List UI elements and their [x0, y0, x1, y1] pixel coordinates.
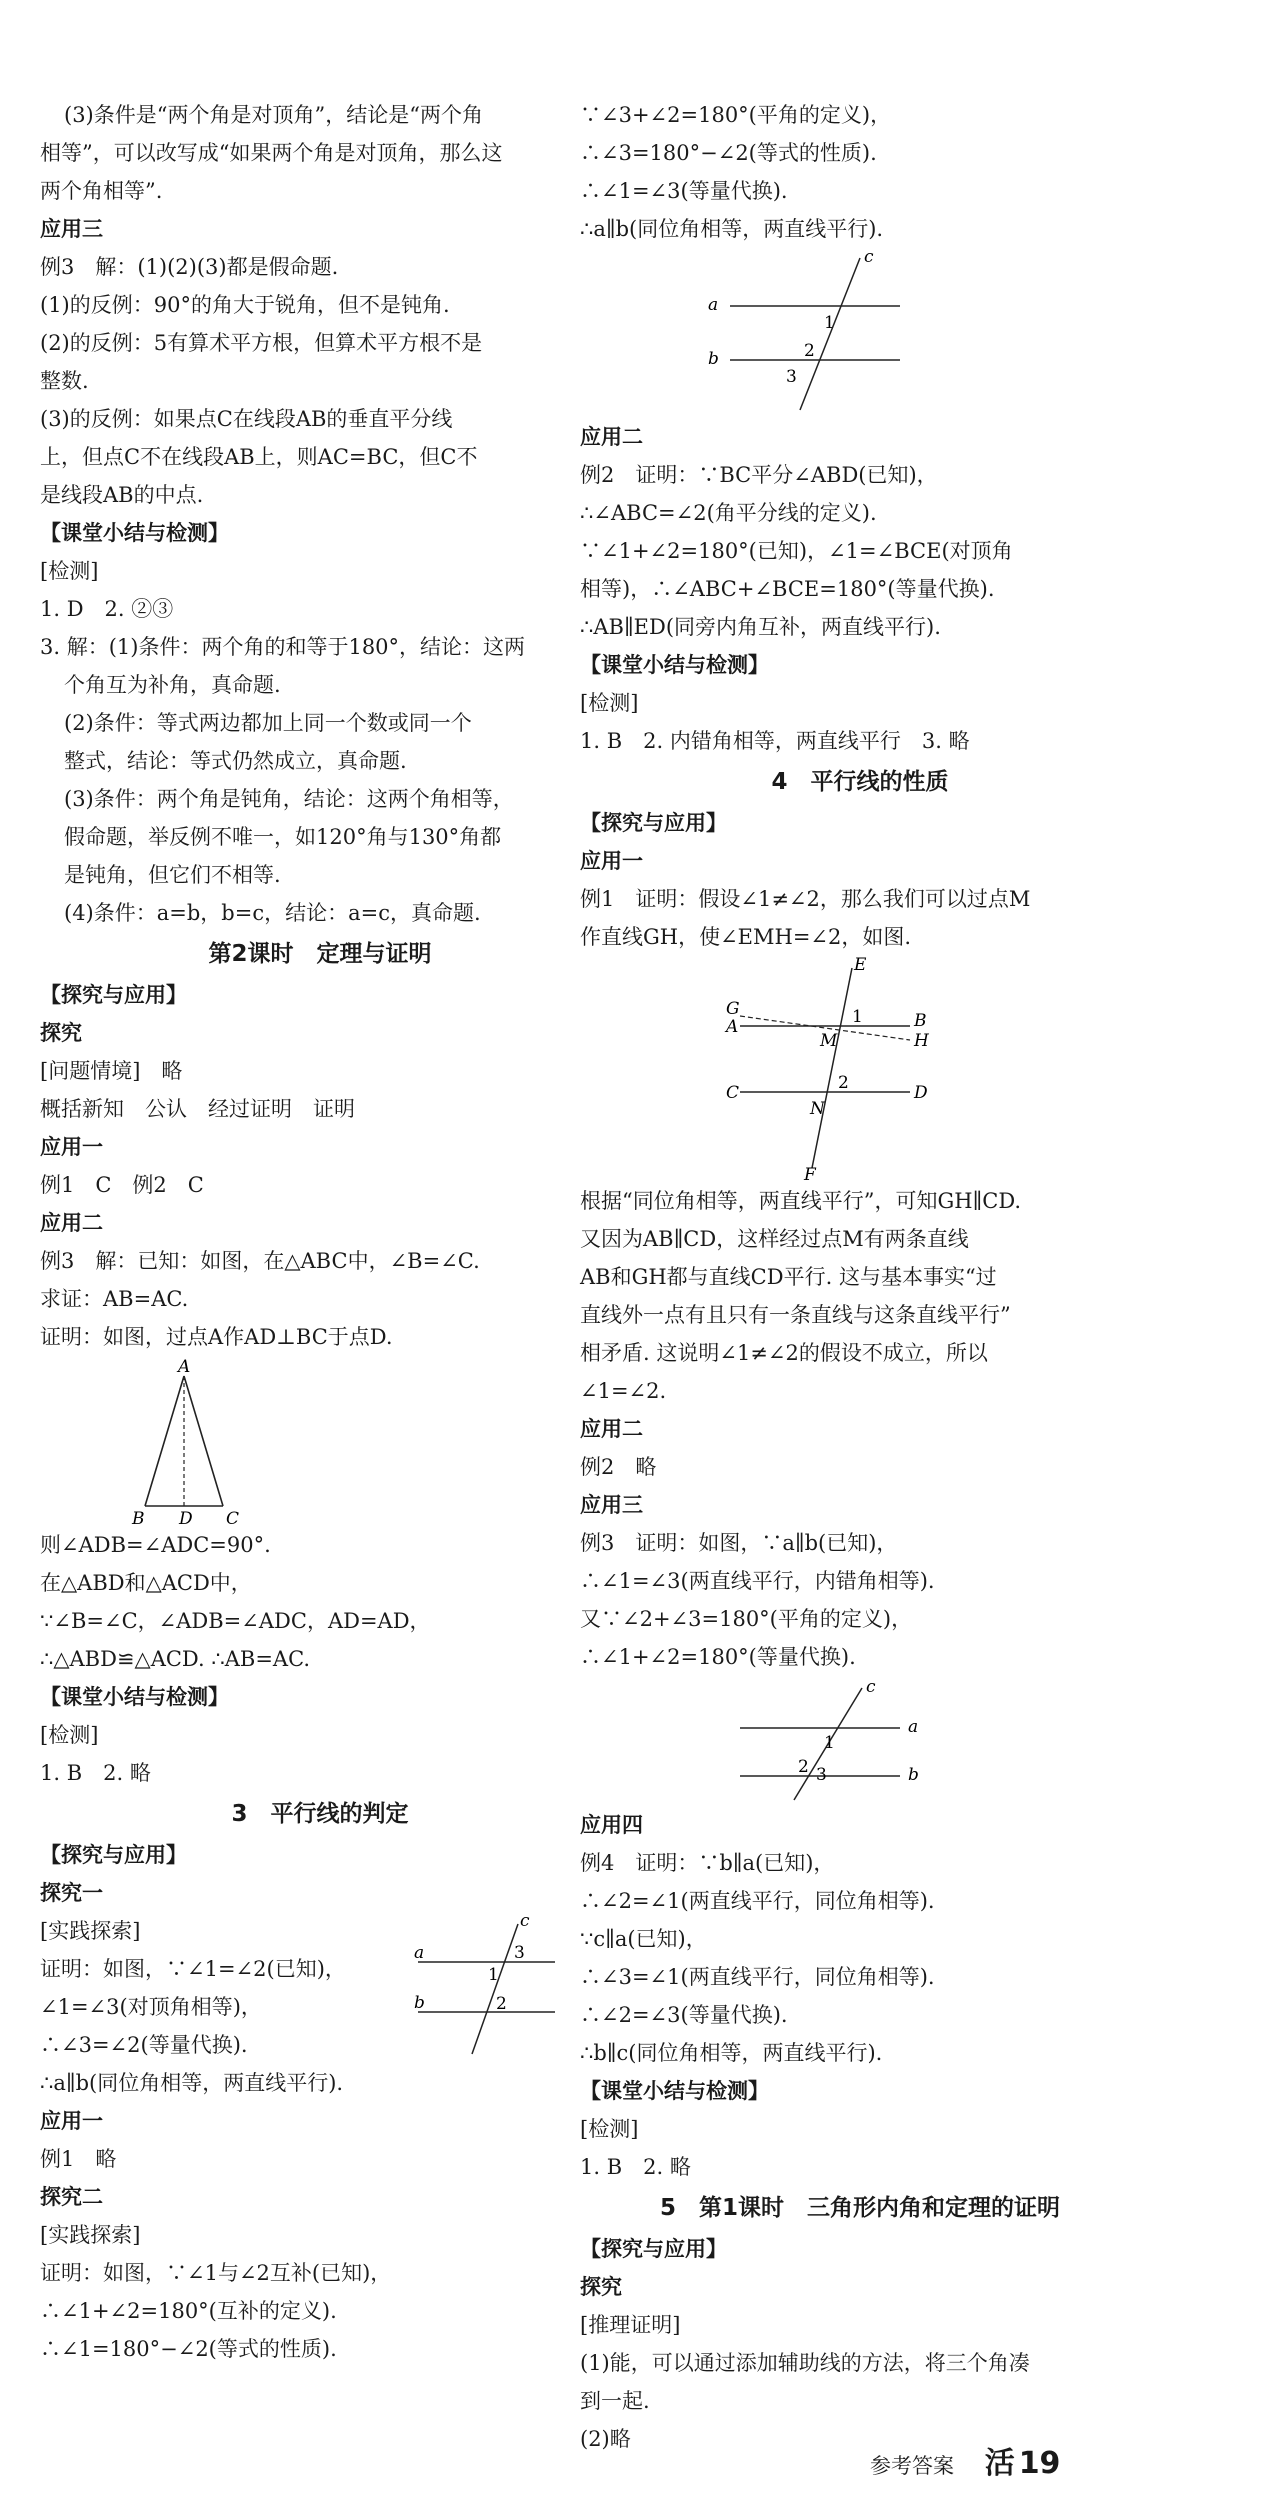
text-line: 证明：如图，∵∠1=∠2(已知)， — [40, 1957, 346, 1981]
text-line: 1. B 2. 内错角相等，两直线平行 3. 略 — [580, 729, 970, 753]
section-title-4: 4 平行线的性质 — [771, 769, 949, 795]
right-block-5 — [580, 1806, 1140, 2186]
left-block-3 — [40, 1526, 600, 1792]
text-line: 例4 证明：∵b∥a(已知)， — [580, 1851, 835, 1875]
text-line: 例3 解：(1)(2)(3)都是假命题. — [40, 255, 339, 279]
angle-2: 2 — [838, 1073, 849, 1093]
text-line: 例2 略 — [580, 1455, 657, 1479]
text-line: 【课堂小结与检测】 — [40, 1685, 229, 1709]
text-line: [检测] — [580, 691, 639, 715]
label-F: F — [804, 1165, 816, 1182]
text-line: 相等)，∴∠ABC+∠BCE=180°(等量代换). — [580, 577, 995, 601]
angle-3: 3 — [514, 1943, 525, 1963]
text-line: 应用一 — [580, 849, 643, 873]
text-line: 又∵∠2+∠3=180°(平角的定义)， — [580, 1607, 913, 1631]
label-H: H — [914, 1031, 929, 1051]
triangle-diagram — [40, 1356, 600, 1526]
label-C: C — [226, 1509, 240, 1526]
label-D: D — [914, 1083, 928, 1103]
text-line: 个角互为补角，真命题. — [64, 673, 281, 697]
label-c: c — [866, 1677, 876, 1697]
angle-1: 1 — [824, 313, 835, 333]
angle-3: 3 — [786, 367, 797, 387]
text-line: 【探究与应用】 — [40, 983, 187, 1007]
text-line: 应用一 — [40, 2109, 103, 2133]
text-line: 直线外一点有且只有一条直线与这条直线平行” — [580, 1303, 1011, 1327]
label-a: a — [708, 295, 719, 315]
text-line: ∠1=∠2. — [580, 1379, 667, 1403]
text-line: AB和GH都与直线CD平行. 这与基本事实“过 — [580, 1265, 997, 1289]
right-column — [580, 96, 1140, 2458]
section-title-lesson2: 第2课时 定理与证明 — [208, 941, 432, 967]
parallel-figure-4 — [580, 1676, 1140, 1806]
footer-label: 参考答案 — [870, 2454, 954, 2478]
text-line: 则∠ADB=∠ADC=90°. — [40, 1533, 271, 1557]
angle-1: 1 — [824, 1733, 835, 1753]
text-line: ∴a∥b(同位角相等，两直线平行). — [580, 217, 884, 241]
text-line: ∴b∥c(同位角相等，两直线平行). — [580, 2041, 883, 2065]
text-line: 到一起. — [580, 2389, 650, 2413]
text-line: ∴∠1=180°−∠2(等式的性质). — [40, 2337, 337, 2361]
label-A: A — [178, 1357, 191, 1377]
text-line: 应用四 — [580, 1813, 643, 1837]
label-b: b — [414, 1993, 425, 2013]
text-line: 概括新知 公认 经过证明 证明 — [40, 1097, 355, 1121]
text-line: 相等”，可以改写成“如果两个角是对顶角，那么这 — [40, 141, 503, 165]
text-line: 1. B 2. 略 — [580, 2155, 691, 2179]
text-line: (4)条件：a=b，b=c，结论：a=c，真命题. — [64, 901, 481, 925]
label-D: D — [179, 1509, 193, 1526]
text-line: ∵∠1+∠2=180°(已知)，∠1=∠BCE(对顶角 — [580, 539, 1013, 563]
text-line: ∴∠ABC=∠2(角平分线的定义). — [580, 501, 877, 525]
text-line: 求证：AB=AC. — [40, 1287, 189, 1311]
parallel-diagram-2 — [580, 248, 1140, 418]
text-line: 【探究与应用】 — [580, 2237, 727, 2261]
right-block-1 — [580, 96, 1140, 248]
text-line: 1. B 2. 略 — [40, 1761, 151, 1785]
text-line: (3)条件是“两个角是对顶角”，结论是“两个角 — [64, 103, 483, 127]
text-line: 【课堂小结与检测】 — [40, 521, 229, 545]
text-line: 【探究与应用】 — [580, 811, 727, 835]
text-line: 又因为AB∥CD，这样经过点M有两条直线 — [580, 1227, 969, 1251]
text-line: 在△ABD和△ACD中， — [40, 1571, 252, 1595]
text-line: 应用一 — [40, 1135, 103, 1159]
text-line: ∴∠3=180°−∠2(等式的性质). — [580, 141, 877, 165]
text-line: 是钝角，但它们不相等. — [64, 863, 281, 887]
text-line: ∠1=∠3(对顶角相等)， — [40, 1995, 262, 2019]
label-G: G — [726, 999, 740, 1019]
text-line: 例3 解：已知：如图，在△ABC中，∠B=∠C. — [40, 1249, 480, 1273]
text-line: 例1 证明：假设∠1≠∠2，那么我们可以过点M — [580, 887, 1031, 911]
left-block-1 — [40, 96, 600, 932]
angle-1: 1 — [488, 1965, 499, 1985]
text-line: 上，但点C不在线段AB上，则AC=BC，但C不 — [40, 445, 478, 469]
text-line: 3. 解：(1)条件：两个角的和等于180°，结论：这两 — [40, 635, 526, 659]
text-line: ∴AB∥ED(同旁内角互补，两直线平行). — [580, 615, 941, 639]
parallel-diagram-4 — [580, 1676, 1140, 1806]
angle-2: 2 — [798, 1757, 809, 1777]
triangle-figure — [40, 1356, 600, 1526]
section-title-3: 3 平行线的判定 — [231, 1801, 409, 1827]
text-line: 证明：如图，过点A作AD⊥BC于点D. — [40, 1325, 393, 1349]
text-line: 相矛盾. 这说明∠1≠∠2的假设不成立，所以 — [580, 1341, 988, 1365]
text-line: 1. D 2. ②③ — [40, 597, 174, 621]
left-column — [40, 96, 600, 2368]
text-line: ∴∠3=∠2(等量代换). — [40, 2033, 248, 2057]
text-line: ∵c∥a(已知)， — [580, 1927, 707, 1951]
label-A: A — [726, 1017, 739, 1037]
angle-2: 2 — [804, 341, 815, 361]
text-line: 是线段AB的中点. — [40, 483, 204, 507]
text-line: 例1 C 例2 C — [40, 1173, 204, 1197]
label-c: c — [520, 1912, 530, 1931]
text-line: 探究二 — [40, 2185, 103, 2209]
angle-3: 3 — [816, 1765, 827, 1785]
text-line: ∴∠1=∠3(两直线平行，内错角相等). — [580, 1569, 935, 1593]
right-block-3 — [580, 804, 1140, 956]
text-line: 应用三 — [580, 1493, 643, 1517]
text-line: 【课堂小结与检测】 — [580, 2079, 769, 2103]
text-line: (1)的反例：90°的角大于锐角，但不是钝角. — [40, 293, 450, 317]
text-line: ∴∠1=∠3(等量代换). — [580, 179, 788, 203]
label-C: C — [726, 1083, 740, 1103]
text-line: 【探究与应用】 — [40, 1843, 187, 1867]
text-line: ∴∠3=∠1(两直线平行，同位角相等). — [580, 1965, 935, 1989]
text-line: ∴∠1+∠2=180°(等量代换). — [580, 1645, 856, 1669]
text-line: (1)能，可以通过添加辅助线的方法，将三个角凑 — [580, 2351, 1030, 2375]
parallel-diagram-1 — [410, 1912, 560, 2062]
right-block-4 — [580, 1182, 1140, 1676]
text-line: 作直线GH，使∠EMH=∠2，如图. — [580, 925, 912, 949]
text-line: 应用三 — [40, 217, 103, 241]
text-line: ∴a∥b(同位角相等，两直线平行). — [40, 2071, 344, 2095]
text-line: 整式，结论：等式仍然成立，真命题. — [64, 749, 407, 773]
text-line: ∵∠B=∠C，∠ADB=∠ADC，AD=AD， — [40, 1609, 431, 1633]
right-block-2 — [580, 418, 1140, 760]
text-line: [推理证明] — [580, 2313, 681, 2337]
text-line: 例1 略 — [40, 2147, 117, 2171]
text-line: [问题情境] 略 — [40, 1059, 183, 1083]
text-line: 【课堂小结与检测】 — [580, 653, 769, 677]
parallel-figure-3 — [580, 956, 1140, 1182]
label-E: E — [854, 956, 867, 975]
text-line: 例3 证明：如图，∵a∥b(已知)， — [580, 1531, 898, 1555]
page-number: 19 — [1018, 2446, 1061, 2481]
text-line: 应用二 — [580, 425, 643, 449]
text-line: (3)条件：两个角是钝角，结论：这两个角相等， — [64, 787, 514, 811]
text-line: [检测] — [40, 559, 99, 583]
text-line: 探究一 — [40, 1881, 103, 1905]
text-line: (2)条件：等式两边都加上同一个数或同一个 — [64, 711, 472, 735]
text-line: [实践探索] — [40, 1919, 141, 1943]
angle-2: 2 — [496, 1994, 507, 2014]
text-line: 应用二 — [580, 1417, 643, 1441]
text-line: 应用二 — [40, 1211, 103, 1235]
text-line: [实践探索] — [40, 2223, 141, 2247]
label-N: N — [810, 1099, 825, 1119]
parallel-figure-2 — [580, 248, 1140, 418]
text-line: ∴△ABD≌△ACD. ∴AB=AC. — [40, 1647, 311, 1671]
text-line: (3)的反例：如果点C在线段AB的垂直平分线 — [40, 407, 453, 431]
text-line: 探究 — [40, 1021, 82, 1045]
footer-brand: 活 — [984, 2446, 1015, 2481]
text-line: 证明：如图，∵∠1与∠2互补(已知)， — [40, 2261, 392, 2285]
text-line: [检测] — [580, 2117, 639, 2141]
left-block-2 — [40, 976, 600, 1356]
label-B: B — [132, 1509, 145, 1526]
text-line: ∴∠1+∠2=180°(互补的定义). — [40, 2299, 337, 2323]
text-line: [检测] — [40, 1723, 99, 1747]
parallel-diagram-3 — [580, 956, 1140, 1182]
label-M: M — [820, 1031, 838, 1051]
label-B: B — [914, 1011, 927, 1031]
text-line: 两个角相等”. — [40, 179, 163, 203]
label-b: b — [908, 1765, 919, 1785]
text-line: 例2 证明：∵BC平分∠ABD(已知)， — [580, 463, 938, 487]
text-line: (2)的反例：5有算术平方根，但算术平方根不是 — [40, 331, 483, 355]
text-line: 整数. — [40, 369, 89, 393]
label-c: c — [864, 248, 874, 267]
section-title-5: 5 第1课时 三角形内角和定理的证明 — [659, 2195, 1060, 2221]
angle-1: 1 — [852, 1007, 863, 1027]
label-a: a — [414, 1943, 425, 1963]
text-line: 假命题，举反例不唯一，如120°角与130°角都 — [64, 825, 502, 849]
page-footer — [870, 2438, 1060, 2482]
text-line: (2)略 — [580, 2427, 631, 2451]
text-line: ∴∠2=∠1(两直线平行，同位角相等). — [580, 1889, 935, 1913]
label-a: a — [908, 1717, 919, 1737]
text-line: ∴∠2=∠3(等量代换). — [580, 2003, 788, 2027]
text-line: 探究 — [580, 2275, 622, 2299]
text-line: 根据“同位角相等，两直线平行”，可知GH∥CD. — [580, 1189, 1022, 1213]
right-block-6 — [580, 2230, 1140, 2458]
parallel-figure-1 — [410, 1912, 560, 2062]
label-b: b — [708, 349, 719, 369]
text-line: ∵∠3+∠2=180°(平角的定义)， — [580, 103, 892, 127]
